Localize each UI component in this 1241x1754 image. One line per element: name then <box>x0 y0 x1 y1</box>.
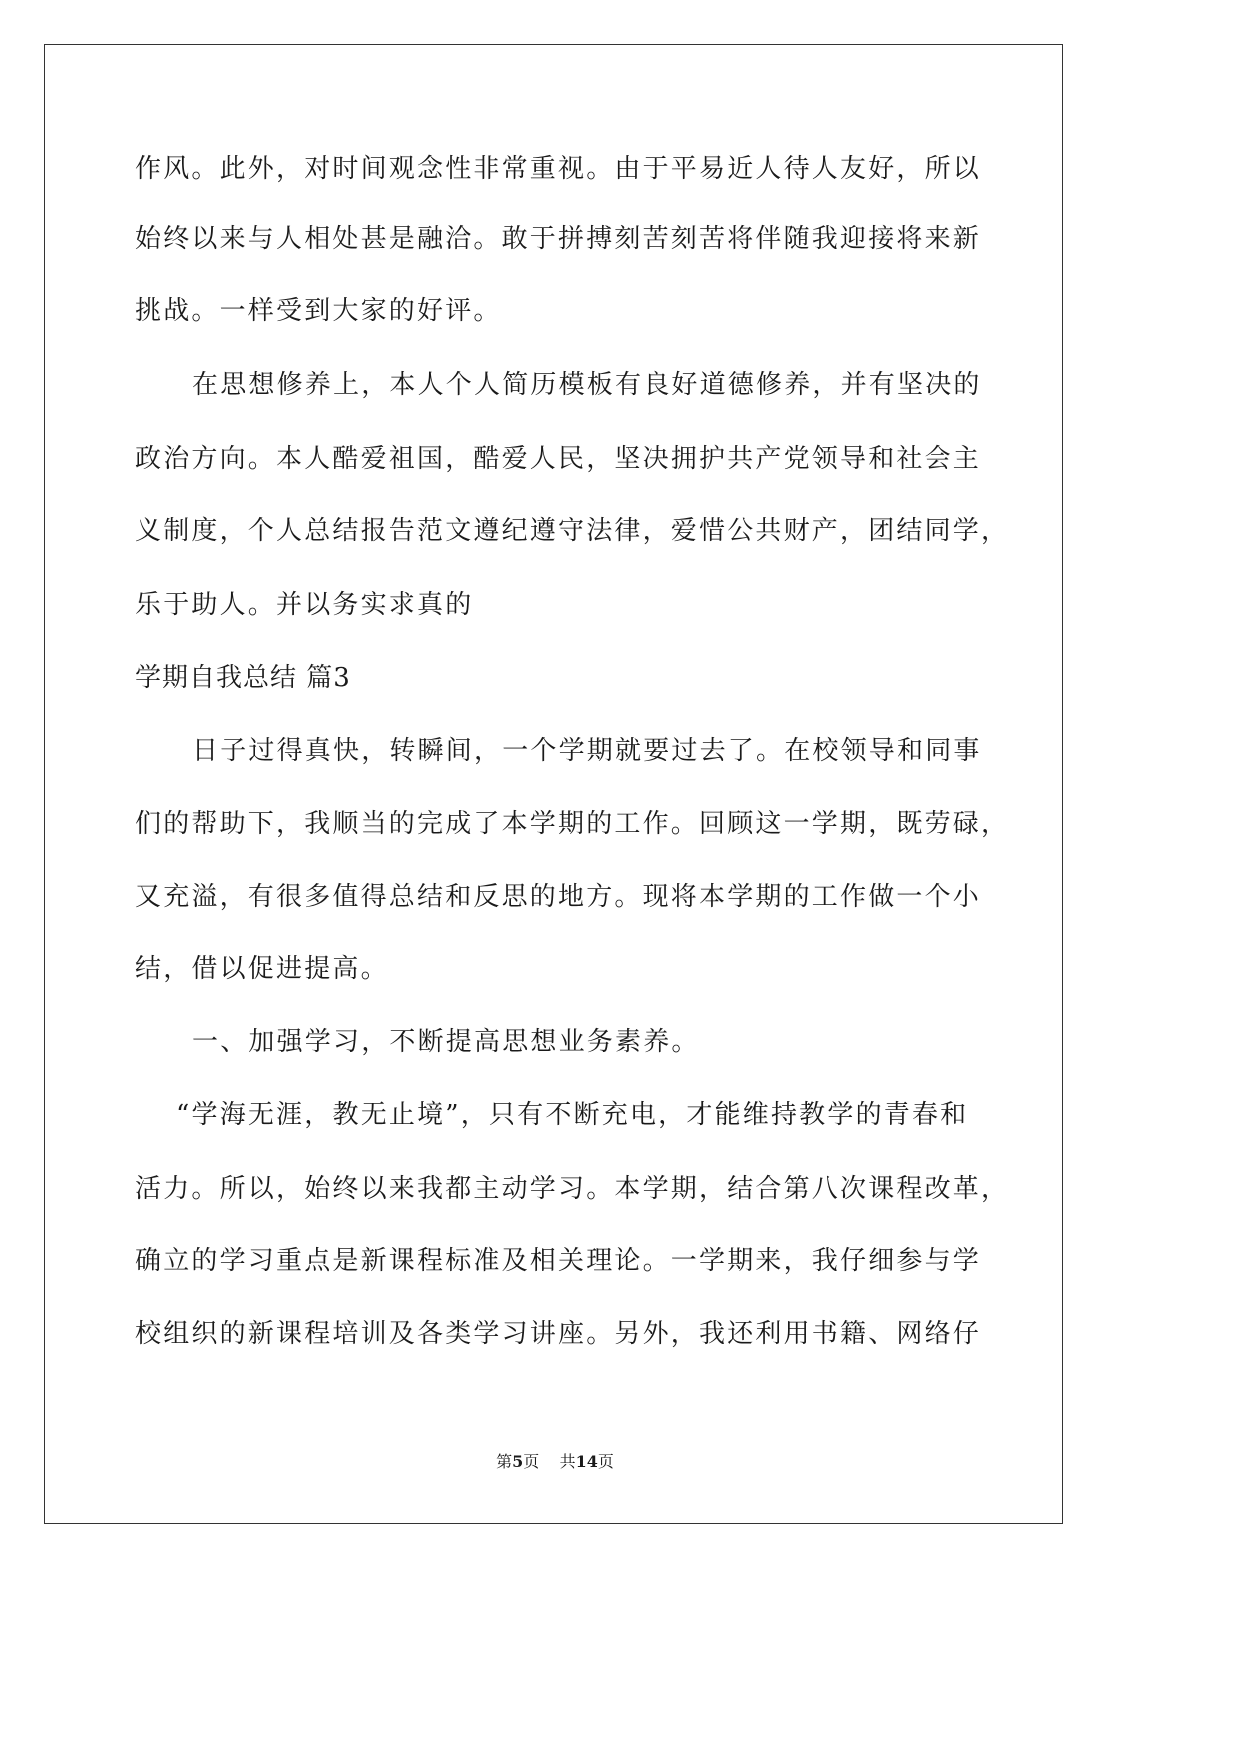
paragraph-line: 们的帮助下，我顺当的完成了本学期的工作。回顾这一学期，既劳碌， <box>135 809 1010 839</box>
page-suffix: 页 <box>523 1452 540 1471</box>
paragraph-line: “学海无涯，教无止境”，只有不断充电，才能维持教学的青春和 <box>176 1100 969 1130</box>
paragraph-line: 结，借以促进提高。 <box>135 954 389 984</box>
page-footer <box>0 1454 1110 1470</box>
paragraph-line: 确立的学习重点是新课程标准及相关理论。一学期来，我仔细参与学 <box>135 1246 982 1276</box>
section-heading: 学期自我总结 篇3 <box>135 663 351 693</box>
paragraph-line: 义制度，个人总结报告范文遵纪遵守法律，爱惜公共财产，团结同学， <box>135 516 1010 546</box>
page-border <box>44 44 1063 1524</box>
paragraph-line: 校组织的新课程培训及各类学习讲座。另外，我还利用书籍、网络仔 <box>135 1319 982 1349</box>
paragraph-line: 始终以来与人相处甚是融洽。敢于拼搏刻苦刻苦将伴随我迎接将来新 <box>135 224 982 254</box>
paragraph-line: 乐于助人。并以务实求真的 <box>135 590 474 620</box>
paragraph-line: 又充溢，有很多值得总结和反思的地方。现将本学期的工作做一个小 <box>135 882 982 912</box>
total-prefix: 共 <box>559 1452 576 1471</box>
paragraph-line: 作风。此外，对时间观念性非常重视。由于平易近人待人友好，所以 <box>135 154 982 184</box>
page-prefix: 第 <box>496 1452 513 1471</box>
total-pages: 14 <box>575 1452 598 1471</box>
paragraph-line: 一、加强学习，不断提高思想业务素养。 <box>192 1027 700 1057</box>
paragraph-line: 挑战。一样受到大家的好评。 <box>135 296 502 326</box>
paragraph-line: 政治方向。本人酷爱祖国，酷爱人民，坚决拥护共产党领导和社会主 <box>135 444 982 474</box>
page-number: 5 <box>512 1452 524 1471</box>
paragraph-line: 日子过得真快，转瞬间，一个学期就要过去了。在校领导和同事 <box>192 736 982 766</box>
total-suffix: 页 <box>597 1452 614 1471</box>
paragraph-line: 在思想修养上，本人个人简历模板有良好道德修养，并有坚决的 <box>192 370 982 400</box>
paragraph-line: 活力。所以，始终以来我都主动学习。本学期，结合第八次课程改革， <box>135 1174 1010 1204</box>
